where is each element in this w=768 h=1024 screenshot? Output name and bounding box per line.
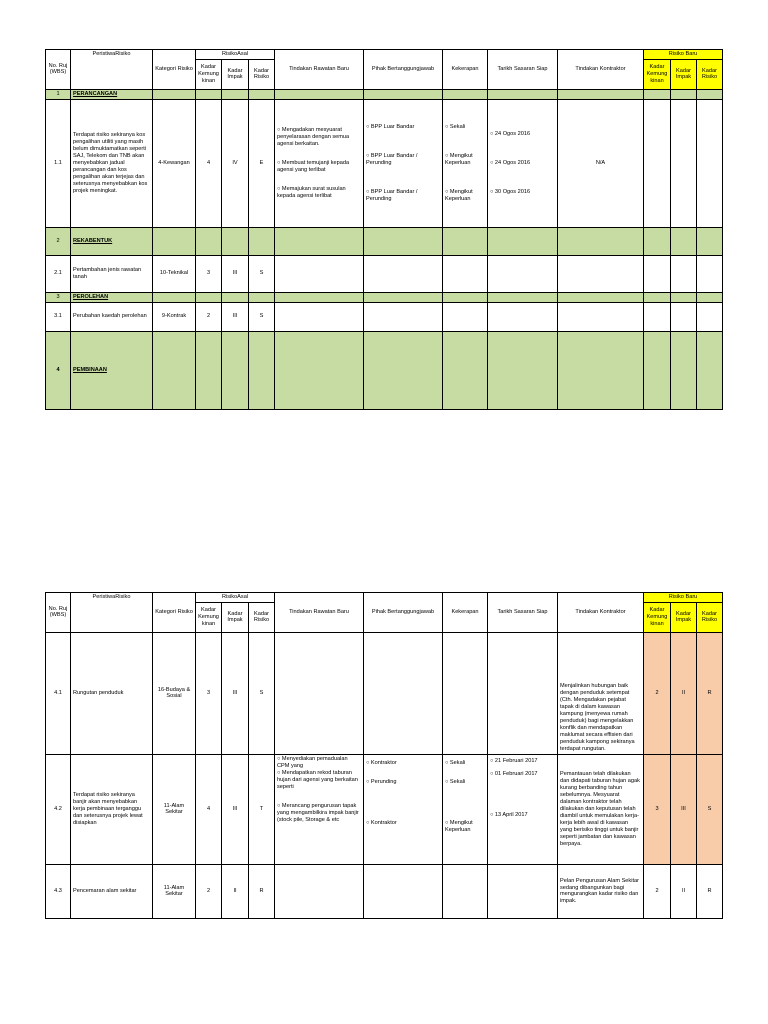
- pihak-item: ○ Kontraktor: [366, 819, 397, 826]
- tarikh-item: ○ 13 April 2017: [490, 811, 528, 818]
- header-peristiwa: PeristiwaRisiko: [71, 593, 153, 633]
- table-row: [46, 302, 723, 331]
- header-tindakan-rawatan: Tindakan Rawatan Baru: [275, 50, 364, 90]
- risk-table-1: [45, 49, 723, 410]
- header-baru-kemungkinan: Kadar Kemung kinan: [644, 602, 671, 632]
- row-number: 4.3: [46, 864, 71, 918]
- header-kadar-impak: Kadar Impak: [222, 59, 249, 89]
- kadar-risiko: S: [249, 632, 275, 754]
- baru-kemungkinan: 2: [644, 864, 671, 918]
- section-title: PEMBINAAN: [71, 331, 153, 409]
- tindakan-item: ○ Merancang pengurusan tapak yang mengambilkira impak banjir (stock pile, Storage & etc: [277, 802, 359, 823]
- tarikh-sasaran: [488, 754, 558, 864]
- baru-impak: III: [671, 754, 697, 864]
- tindakan-rawatan: [275, 99, 364, 227]
- kekerapan-item: ○ Mengikut Keperluan: [445, 188, 473, 202]
- table-row: [46, 754, 723, 864]
- header-tindakan-kontraktor: Tindakan Kontraktor: [558, 50, 644, 90]
- header-risiko-baru: Risiko Baru: [644, 50, 723, 60]
- tarikh-item: ○ 21 Februari 2017: [490, 757, 538, 764]
- header-kadar-impak: Kadar Impak: [222, 602, 249, 632]
- risk-event: Perubahan kaedah perolehan: [71, 302, 153, 331]
- header-no-ruj: No. Ruj (WBS): [46, 50, 71, 90]
- header-kadar-risiko: Kadar Risiko: [249, 59, 275, 89]
- kadar-risiko: T: [249, 754, 275, 864]
- baru-risiko: S: [697, 754, 723, 864]
- risk-category: 4-Kewangan: [153, 99, 196, 227]
- row-number: 4.2: [46, 754, 71, 864]
- section-row-pembinaan: [46, 331, 723, 409]
- row-number: 4.1: [46, 632, 71, 754]
- section-number: 4: [46, 331, 71, 409]
- risk-event: Terdapat risiko sekiranya banjir akan menyebabkan kerja pembinaan terganggu dan seterusnya projek lewat disiapkan: [71, 754, 153, 864]
- pihak-item: ○ BPP Luar Bandar / Perunding: [366, 188, 418, 202]
- baru-risiko: R: [697, 864, 723, 918]
- risk-category: 16-Budaya & Sosial: [153, 632, 196, 754]
- header-no-ruj: No. Ruj (WBS): [46, 593, 71, 633]
- baru-impak: II: [671, 632, 697, 754]
- tindakan-kontraktor: Pemantauan telah dilakukan dan didapati taburan hujan agak kurang berbanding tahun sebelumnya. Mesyuarat dalaman kontraktor telah dilakukan dan keputusan telah diambil untuk memulakan kerja-kerja lebih awal di kawasan yang berisiko tinggi untuk banjir seperti jambatan dan kawasan berpaya.: [558, 754, 644, 864]
- header-risiko-asal: RisikoAsal: [196, 593, 275, 603]
- header-baru-risiko: Kadar Risiko: [697, 602, 723, 632]
- tindakan-kontraktor: N/A: [558, 99, 644, 227]
- tindakan-item: ○ Memajukan surat susulan kepada agensi terlibat: [277, 185, 346, 199]
- kadar-kemungkinan: 3: [196, 632, 222, 754]
- kekerapan-item: ○ Sekali: [445, 124, 466, 130]
- header-kategori: Kategori Risiko: [153, 50, 196, 90]
- kadar-impak: III: [222, 302, 249, 331]
- pihak-bertanggungjawab: [364, 754, 443, 864]
- header-baru-risiko: Kadar Risiko: [697, 59, 723, 89]
- tarikh-sasaran: [488, 99, 558, 227]
- risk-event: Pencemaran alam sekitar: [71, 864, 153, 918]
- header-tindakan-rawatan: Tindakan Rawatan Baru: [275, 593, 364, 633]
- kadar-kemungkinan: 2: [196, 302, 222, 331]
- kadar-risiko: S: [249, 302, 275, 331]
- pihak-item: ○ BPP Luar Bandar: [366, 124, 415, 130]
- kekerapan: [443, 99, 488, 227]
- section-title: REKABENTUK: [71, 227, 153, 255]
- risk-event: Terdapat risiko sekiranya kos pengalihan utiliti yang masih belum dimuktamatkan seperti SAJ, Telekom dan TNB akan menyebabkan jadual perancangan dan kos pengalihan akan terjejas dan seterusnya menyebabkan kos projek meningkat.: [71, 99, 153, 227]
- header-tarikh: Tarikh Sasaran Siap: [488, 50, 558, 90]
- kekerapan-item: ○ Mengikut Keperluan: [445, 152, 473, 166]
- section-number: 2: [46, 227, 71, 255]
- header-risiko-baru: Risiko Baru: [644, 593, 723, 603]
- pihak-bertanggungjawab: [364, 99, 443, 227]
- tindakan-item: ○ Mendapatkan rekod taburan hujan dari agensi yang berkaitan seperti: [277, 769, 358, 790]
- tindakan-item: ○ Menyediakan pemadualan CPM yang: [277, 755, 348, 769]
- kekerapan: [443, 754, 488, 864]
- header-kadar-kemungkinan: Kadar Kemung kinan: [196, 602, 222, 632]
- risk-table-2: [45, 592, 723, 919]
- kadar-risiko: S: [249, 255, 275, 292]
- kadar-impak: II: [222, 864, 249, 918]
- header-tarikh: Tarikh Sasaran Siap: [488, 593, 558, 633]
- tarikh-item: ○ 24 Ogos 2016: [490, 130, 531, 137]
- tarikh-item: ○ 24 Ogos 2016: [490, 159, 531, 166]
- risk-event: Pertambahan jenis rawatan tanah: [71, 255, 153, 292]
- section-number: 3: [46, 292, 71, 302]
- kadar-kemungkinan: 4: [196, 99, 222, 227]
- kekerapan-item: ○ Sekali: [445, 759, 466, 766]
- tindakan-kontraktor: Pelan Pengurusan Alam Sekitar sedang dibangunkan bagi mengurangkan kadar risiko dan impak.: [558, 864, 644, 918]
- table-row: [46, 632, 723, 754]
- header-pihak: Pihak Bertanggungjawab: [364, 593, 443, 633]
- pihak-item: ○ BPP Luar Bandar / Perunding: [366, 152, 418, 166]
- baru-risiko: R: [697, 632, 723, 754]
- header-kekerapan: Kekerapan: [443, 593, 488, 633]
- baru-kemungkinan: 2: [644, 632, 671, 754]
- tarikh-item: ○ 01 Februari 2017: [490, 770, 538, 777]
- header-peristiwa: PeristiwaRisiko: [71, 50, 153, 90]
- tarikh-item: ○ 30 Ogos 2016: [490, 188, 531, 195]
- header-risiko-asal: RisikoAsal: [196, 50, 275, 60]
- header-baru-kemungkinan: Kadar Kemung kinan: [644, 59, 671, 89]
- tindakan-kontraktor: Menjalinkan hubungan baik dengan penduduk setempat (Cth. Mengadakan pejabat tapak di dalam kawasan kampung (menyewa rumah penduduk) bagi mengelakkan konflik dan mendapatkan maklumat secara effisien dari penduduk kampong sekiranya terdapat rungutan.: [558, 632, 644, 754]
- pihak-item: ○ Perunding: [366, 778, 397, 785]
- table-row: [46, 99, 723, 227]
- header-kadar-kemungkinan: Kadar Kemung kinan: [196, 59, 222, 89]
- section-row-perolehan: [46, 292, 723, 302]
- section-title: PEROLEHAN: [71, 292, 153, 302]
- kadar-impak: III: [222, 255, 249, 292]
- kadar-kemungkinan: 2: [196, 864, 222, 918]
- kadar-risiko: E: [249, 99, 275, 227]
- tindakan-rawatan: [275, 754, 364, 864]
- kadar-kemungkinan: 4: [196, 754, 222, 864]
- kadar-impak: III: [222, 632, 249, 754]
- header-pihak: Pihak Bertanggungjawab: [364, 50, 443, 90]
- risk-category: 11-Alam Sekitar: [153, 864, 196, 918]
- section-row-perancangan: [46, 89, 723, 99]
- pihak-item: ○ Kontraktor: [366, 759, 397, 766]
- kekerapan-item: ○ Sekali: [445, 778, 466, 785]
- risk-category: 9-Kontrak: [153, 302, 196, 331]
- kadar-impak: III: [222, 754, 249, 864]
- kadar-impak: IV: [222, 99, 249, 227]
- risk-category: 11-Alam Sekitar: [153, 754, 196, 864]
- row-number: 1.1: [46, 99, 71, 227]
- header-kekerapan: Kekerapan: [443, 50, 488, 90]
- header-baru-impak: Kadar Impak: [671, 59, 697, 89]
- risk-event: Rungutan penduduk: [71, 632, 153, 754]
- header-tindakan-kontraktor: Tindakan Kontraktor: [558, 593, 644, 633]
- section-title: PERANCANGAN: [71, 89, 153, 99]
- table-row: [46, 864, 723, 918]
- header-kategori: Kategori Risiko: [153, 593, 196, 633]
- tindakan-item: ○ Membuat temujanji kepada agensi yang terlibat: [277, 159, 350, 173]
- kekerapan-item: ○ Mengikut Keperluan: [445, 819, 473, 833]
- row-number: 3.1: [46, 302, 71, 331]
- header-kadar-risiko: Kadar Risiko: [249, 602, 275, 632]
- header-baru-impak: Kadar Impak: [671, 602, 697, 632]
- table-row: [46, 255, 723, 292]
- section-row-rekabentuk: [46, 227, 723, 255]
- kadar-kemungkinan: 3: [196, 255, 222, 292]
- tindakan-item: ○ Mengadakan mesyuarat penyelarasan dengan semua agensi berkaitan.: [277, 127, 350, 147]
- risk-category: 10-Teknikal: [153, 255, 196, 292]
- section-number: 1: [46, 89, 71, 99]
- row-number: 2.1: [46, 255, 71, 292]
- kadar-risiko: R: [249, 864, 275, 918]
- baru-impak: II: [671, 864, 697, 918]
- baru-kemungkinan: 3: [644, 754, 671, 864]
